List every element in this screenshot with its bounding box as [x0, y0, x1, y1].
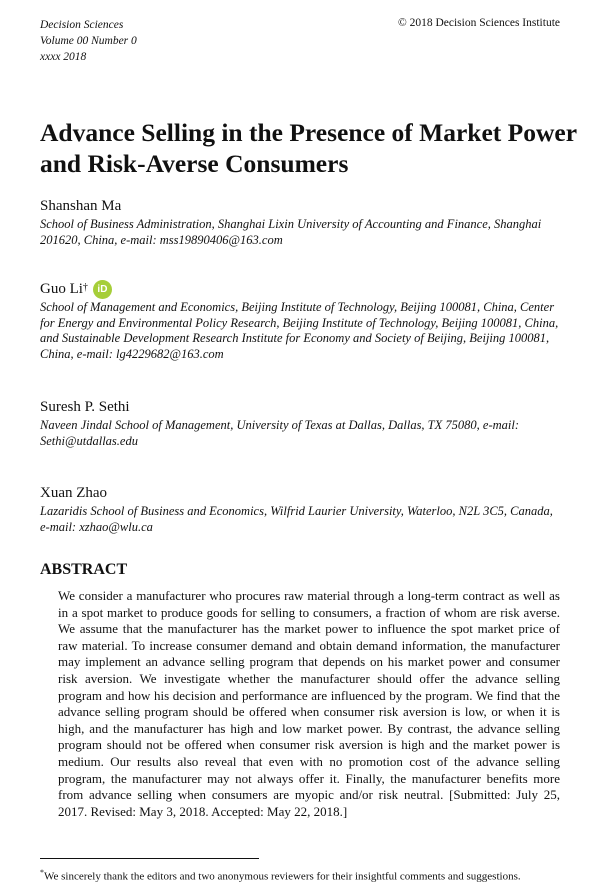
author-block-1 — [40, 197, 565, 248]
journal-meta — [40, 17, 137, 65]
copyright-notice: © 2018 Decision Sciences Institute — [397, 17, 560, 29]
journal-date: xxxx 2018 — [40, 51, 87, 63]
author-name: Shanshan Ma — [40, 198, 122, 214]
journal-volume: Volume 00 Number 0 — [40, 35, 137, 47]
author-affiliation: Lazaridis School of Business and Economics, Wilfrid Laurier University, Waterloo, N2L 3C5, Canada, e-mail: xzhao@wlu.ca — [40, 504, 553, 534]
author-affiliation: School of Management and Economics, Beijing Institute of Technology, Beijing 100081, China, Center for Energy and Environmental Policy Research, Beijing Institute of Technology, Beijing 100081, China, and Sustainable Development Research Institute for Economy and Society of Beijing, Beijing 100081, China, e-mail: lg4229682@163.com — [40, 300, 559, 361]
paper-title: Advance Selling in the Presence of Market Power and Risk-Averse Consumers — [40, 118, 577, 178]
author-block-3 — [40, 398, 565, 449]
footnote — [40, 866, 521, 884]
orcid-icon[interactable]: iD — [93, 280, 112, 299]
abstract-heading: ABSTRACT — [40, 561, 128, 578]
author-name: Guo Li — [40, 281, 83, 297]
journal-name: Decision Sciences — [40, 19, 124, 31]
author-affiliation: Naveen Jindal School of Management, University of Texas at Dallas, Dallas, TX 75080, e-mail: Sethi@utdallas.edu — [40, 418, 519, 448]
author-block-2 — [40, 280, 565, 362]
author-affiliation: School of Business Administration, Shanghai Lixin University of Accounting and Finance, Shanghai 201620, China, e-mail: mss19890406@163.com — [40, 217, 542, 247]
abstract-text: We consider a manufacturer who procures raw material through a long-term contract as well as in a spot market to produce goods for selling to consumers, a fraction of whom are risk averse. We assume that the manufacturer has the market power to influence the spot market price of raw material. To increase consumer demand and obtain demand information, the manufacturer may implement an advance selling program that depends on his market power and consumer risk aversion. We investigate whether the manufacturer should offer the advance selling program and how his decision and performance are influenced by the program. We find that the advance selling program should be offered when consumer risk aversion is low, or when it is high, and the manufacturer has high and low market power. By contrast, the advance selling program should not be offered when consumer risk aversion is high and the market power is medium. Our results also reveal that even with no promotion cost of the advance selling program, the manufacturer may not always offer it. Finally, the manufacturer benefits more from advance selling when consumers are myopic and/or risk neutral. [Submitted: July 25, 2017. Revised: May 3, 2018. Accepted: May 22, 2018.] — [58, 588, 560, 819]
author-name: Suresh P. Sethi — [40, 399, 130, 415]
footnote-text: We sincerely thank the editors and two anonymous reviewers for their insightful comments and suggestions. — [44, 870, 521, 883]
author-block-4 — [40, 484, 565, 535]
footnote-divider — [40, 858, 259, 859]
author-name-row — [40, 280, 565, 299]
author-name: Xuan Zhao — [40, 485, 108, 501]
author-mark: † — [82, 282, 88, 293]
footnote-mark: * — [40, 868, 44, 877]
